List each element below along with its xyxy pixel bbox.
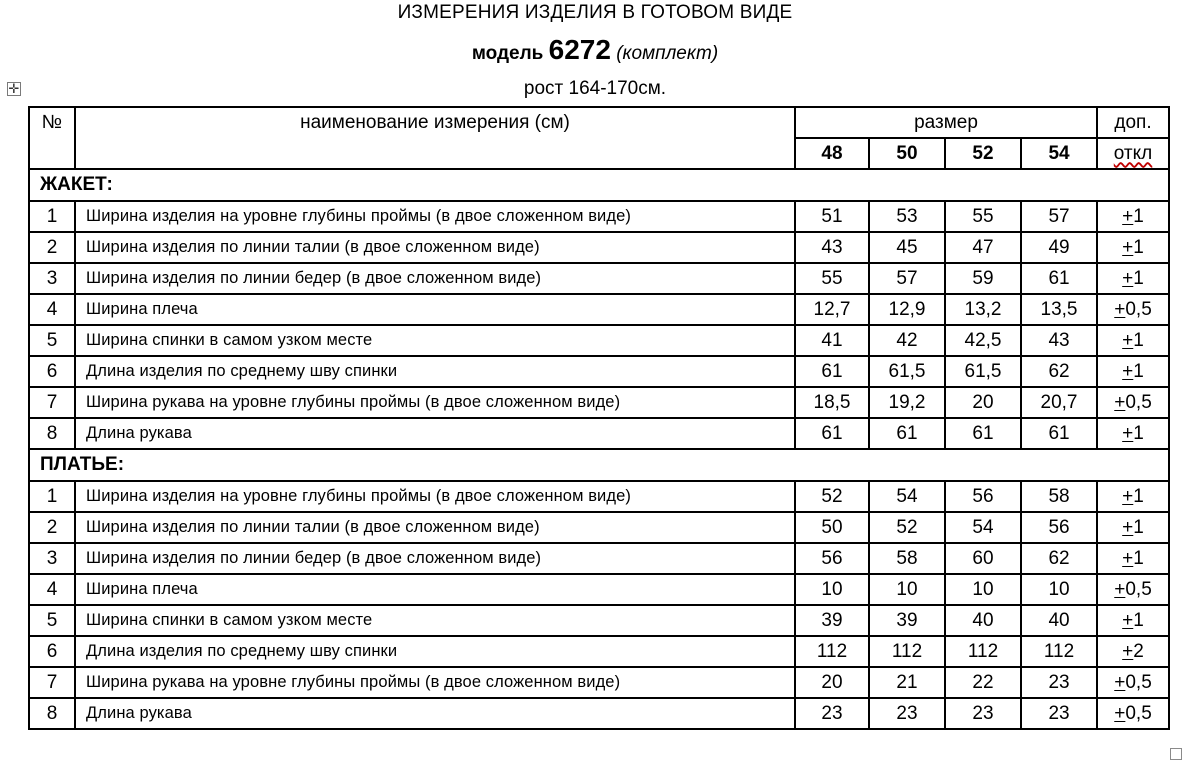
- table-row: [29, 512, 1169, 543]
- section-label: ЖАКЕТ:: [29, 169, 1169, 201]
- size-value: 50: [795, 512, 869, 543]
- row-number: 6: [29, 356, 75, 387]
- plus-minus-sign: +: [1122, 609, 1134, 631]
- size-value: 20,7: [1021, 387, 1097, 418]
- header-size: размер: [795, 107, 1097, 138]
- tolerance-cell: [1097, 356, 1169, 387]
- size-value: 61,5: [945, 356, 1021, 387]
- row-number: 3: [29, 543, 75, 574]
- measurement-name: Длина изделия по среднему шву спинки: [75, 636, 795, 667]
- row-number: 2: [29, 512, 75, 543]
- header-measurement-name: наименование измерения (см): [75, 107, 795, 169]
- tolerance-value: 2: [1133, 640, 1144, 662]
- tolerance-cell: [1097, 636, 1169, 667]
- size-value: 40: [945, 605, 1021, 636]
- measurement-name: Длина рукава: [75, 698, 795, 729]
- plus-minus-sign: +: [1114, 702, 1126, 724]
- table-resize-icon[interactable]: [1170, 748, 1182, 760]
- plus-minus-sign: +: [1122, 422, 1134, 444]
- plus-minus-sign: +: [1122, 236, 1134, 258]
- size-value: 55: [795, 263, 869, 294]
- tolerance-cell: [1097, 418, 1169, 449]
- table-row: [29, 574, 1169, 605]
- size-value: 43: [795, 232, 869, 263]
- header-size-52: 52: [945, 138, 1021, 169]
- size-value: 56: [945, 481, 1021, 512]
- document-title: ИЗМЕРЕНИЯ ИЗДЕЛИЯ В ГОТОВОМ ВИДЕ: [397, 2, 793, 23]
- size-value: 13,2: [945, 294, 1021, 325]
- measurement-name: Ширина плеча: [75, 574, 795, 605]
- tolerance-value: 1: [1133, 422, 1144, 444]
- measurement-name: Ширина рукава на уровне глубины проймы (в двое сложенном виде): [75, 387, 795, 418]
- tolerance-cell: [1097, 543, 1169, 574]
- plus-minus-sign: +: [1122, 329, 1134, 351]
- tolerance-cell: [1097, 574, 1169, 605]
- table-row: [29, 543, 1169, 574]
- size-value: 45: [869, 232, 945, 263]
- size-value: 57: [869, 263, 945, 294]
- size-value: 53: [869, 201, 945, 232]
- size-value: 10: [1021, 574, 1097, 605]
- size-value: 52: [869, 512, 945, 543]
- measurement-name: Ширина изделия на уровне глубины проймы (в двое сложенном виде): [75, 481, 795, 512]
- row-number: 4: [29, 574, 75, 605]
- tolerance-cell: [1097, 294, 1169, 325]
- row-number: 3: [29, 263, 75, 294]
- tolerance-value: 1: [1133, 205, 1144, 227]
- table-row: [29, 418, 1169, 449]
- size-value: 112: [869, 636, 945, 667]
- table-row: [29, 356, 1169, 387]
- size-value: 41: [795, 325, 869, 356]
- size-value: 39: [795, 605, 869, 636]
- tolerance-value: 0,5: [1125, 391, 1152, 413]
- size-value: 112: [795, 636, 869, 667]
- size-value: 54: [869, 481, 945, 512]
- table-row: [29, 201, 1169, 232]
- section-label: ПЛАТЬЕ:: [29, 449, 1169, 481]
- measurement-name: Ширина спинки в самом узком месте: [75, 605, 795, 636]
- size-value: 42,5: [945, 325, 1021, 356]
- tolerance-value: 1: [1133, 329, 1144, 351]
- measurement-name: Ширина плеча: [75, 294, 795, 325]
- size-value: 40: [1021, 605, 1097, 636]
- size-value: 19,2: [869, 387, 945, 418]
- size-value: 13,5: [1021, 294, 1097, 325]
- size-value: 61: [945, 418, 1021, 449]
- header-tolerance-top: доп.: [1097, 107, 1169, 138]
- row-number: 2: [29, 232, 75, 263]
- tolerance-cell: [1097, 605, 1169, 636]
- table-row: [29, 294, 1169, 325]
- row-number: 5: [29, 325, 75, 356]
- plus-minus-sign: +: [1122, 360, 1134, 382]
- plus-minus-sign: +: [1122, 640, 1134, 662]
- size-value: 10: [795, 574, 869, 605]
- table-move-icon[interactable]: ✛: [8, 81, 20, 96]
- header-row-1: [29, 107, 1169, 138]
- size-value: 52: [795, 481, 869, 512]
- size-value: 112: [1021, 636, 1097, 667]
- header-number: №: [29, 107, 75, 169]
- tolerance-cell: [1097, 698, 1169, 729]
- tolerance-value: 1: [1133, 236, 1144, 258]
- size-value: 47: [945, 232, 1021, 263]
- size-value: 42: [869, 325, 945, 356]
- table-row: [29, 481, 1169, 512]
- plus-minus-sign: +: [1114, 298, 1126, 320]
- measurement-name: Ширина спинки в самом узком месте: [75, 325, 795, 356]
- tolerance-cell: [1097, 387, 1169, 418]
- plus-minus-sign: +: [1114, 391, 1126, 413]
- model-prefix: модель: [471, 43, 544, 64]
- tolerance-cell: [1097, 232, 1169, 263]
- size-value: 58: [1021, 481, 1097, 512]
- measurement-name: Ширина изделия по линии талии (в двое сложенном виде): [75, 512, 795, 543]
- header-tolerance-bottom: [1097, 138, 1169, 169]
- size-value: 56: [1021, 512, 1097, 543]
- plus-minus-sign: +: [1122, 267, 1134, 289]
- model-title: [0, 34, 1190, 66]
- size-value: 49: [1021, 232, 1097, 263]
- size-value: 12,7: [795, 294, 869, 325]
- size-value: 60: [945, 543, 1021, 574]
- size-value: 20: [795, 667, 869, 698]
- size-value: 61: [1021, 263, 1097, 294]
- model-number: 6272: [548, 34, 611, 65]
- table-row: [29, 387, 1169, 418]
- size-value: 55: [945, 201, 1021, 232]
- plus-minus-sign: +: [1122, 205, 1134, 227]
- table-row: [29, 325, 1169, 356]
- size-value: 61,5: [869, 356, 945, 387]
- table-row: [29, 263, 1169, 294]
- size-value: 59: [945, 263, 1021, 294]
- tolerance-label: откл: [1113, 142, 1153, 164]
- size-value: 58: [869, 543, 945, 574]
- size-value: 62: [1021, 543, 1097, 574]
- measurement-name: Ширина изделия по линии талии (в двое сложенном виде): [75, 232, 795, 263]
- row-number: 7: [29, 667, 75, 698]
- tolerance-value: 1: [1133, 609, 1144, 631]
- size-value: 21: [869, 667, 945, 698]
- size-value: 51: [795, 201, 869, 232]
- size-value: 61: [1021, 418, 1097, 449]
- size-value: 112: [945, 636, 1021, 667]
- tolerance-value: 1: [1133, 267, 1144, 289]
- size-value: 61: [869, 418, 945, 449]
- table-row: [29, 636, 1169, 667]
- tolerance-value: 0,5: [1125, 578, 1152, 600]
- tolerance-cell: [1097, 263, 1169, 294]
- size-value: 57: [1021, 201, 1097, 232]
- row-number: 8: [29, 698, 75, 729]
- row-number: 1: [29, 201, 75, 232]
- row-number: 8: [29, 418, 75, 449]
- height-subtitle: рост 164-170см.: [523, 78, 667, 99]
- measurement-name: Ширина изделия по линии бедер (в двое сложенном виде): [75, 543, 795, 574]
- size-value: 39: [869, 605, 945, 636]
- tolerance-cell: [1097, 325, 1169, 356]
- size-value: 23: [795, 698, 869, 729]
- measurement-name: Ширина изделия на уровне глубины проймы (в двое сложенном виде): [75, 201, 795, 232]
- plus-minus-sign: +: [1122, 547, 1134, 569]
- measurement-name: Ширина рукава на уровне глубины проймы (в двое сложенном виде): [75, 667, 795, 698]
- header-size-50: 50: [869, 138, 945, 169]
- tolerance-value: 1: [1133, 547, 1144, 569]
- section-row: [29, 449, 1169, 481]
- measurement-name: Ширина изделия по линии бедер (в двое сложенном виде): [75, 263, 795, 294]
- tolerance-cell: [1097, 512, 1169, 543]
- row-number: 1: [29, 481, 75, 512]
- table-row: [29, 232, 1169, 263]
- plus-minus-sign: +: [1122, 516, 1134, 538]
- size-value: 61: [795, 418, 869, 449]
- size-value: 22: [945, 667, 1021, 698]
- size-value: 56: [795, 543, 869, 574]
- size-value: 10: [945, 574, 1021, 605]
- plus-minus-sign: +: [1122, 485, 1134, 507]
- section-row: [29, 169, 1169, 201]
- size-value: 54: [945, 512, 1021, 543]
- size-value: 18,5: [795, 387, 869, 418]
- header-size-48: 48: [795, 138, 869, 169]
- model-suffix: (комплект): [616, 43, 719, 64]
- measurement-name: Длина изделия по среднему шву спинки: [75, 356, 795, 387]
- size-value: 20: [945, 387, 1021, 418]
- tolerance-value: 0,5: [1125, 702, 1152, 724]
- header-size-54: 54: [1021, 138, 1097, 169]
- size-value: 23: [1021, 698, 1097, 729]
- size-value: 43: [1021, 325, 1097, 356]
- measurement-name: Длина рукава: [75, 418, 795, 449]
- table-row: [29, 667, 1169, 698]
- table-row: [29, 698, 1169, 729]
- size-value: 12,9: [869, 294, 945, 325]
- plus-minus-sign: +: [1114, 671, 1126, 693]
- size-value: 61: [795, 356, 869, 387]
- row-number: 5: [29, 605, 75, 636]
- tolerance-cell: [1097, 201, 1169, 232]
- size-value: 23: [869, 698, 945, 729]
- size-value: 10: [869, 574, 945, 605]
- size-value: 23: [1021, 667, 1097, 698]
- plus-minus-sign: +: [1114, 578, 1126, 600]
- tolerance-value: 0,5: [1125, 671, 1152, 693]
- row-number: 4: [29, 294, 75, 325]
- row-number: 6: [29, 636, 75, 667]
- tolerance-cell: [1097, 481, 1169, 512]
- size-value: 62: [1021, 356, 1097, 387]
- table-row: [29, 605, 1169, 636]
- tolerance-value: 0,5: [1125, 298, 1152, 320]
- measurement-table: [28, 106, 1170, 730]
- size-value: 23: [945, 698, 1021, 729]
- tolerance-value: 1: [1133, 485, 1144, 507]
- tolerance-value: 1: [1133, 360, 1144, 382]
- tolerance-value: 1: [1133, 516, 1144, 538]
- tolerance-cell: [1097, 667, 1169, 698]
- row-number: 7: [29, 387, 75, 418]
